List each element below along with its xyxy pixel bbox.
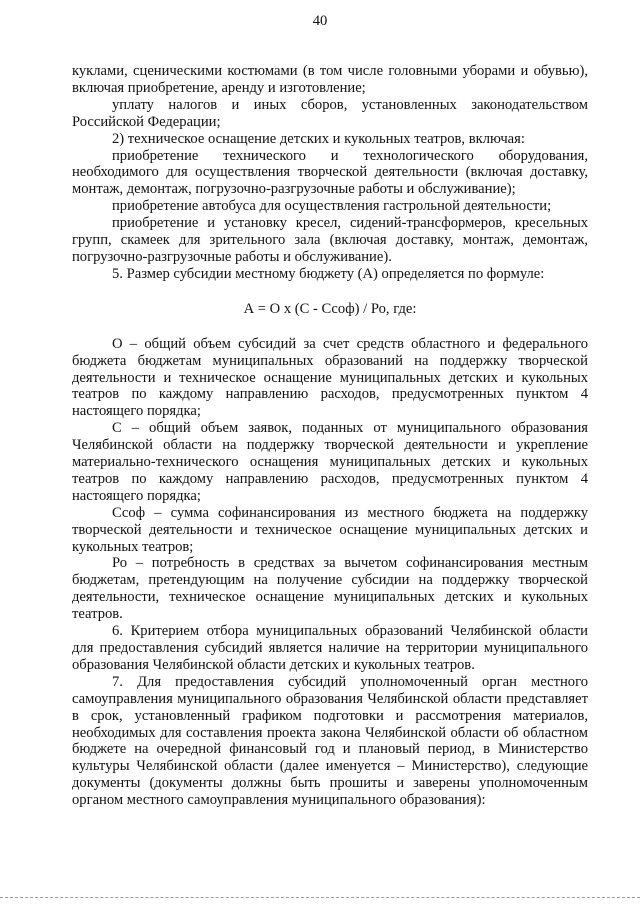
paragraph-selection-criterion: 6. Критерием отбора муниципальных образований Челябинской области для предоставления субсидий является наличие на территории муниципального образования Челябинской области детских и кукольных театров.: [72, 623, 588, 673]
page-number: 40: [312, 13, 328, 29]
paragraph-equipment-purchase: приобретение технического и технологического оборудования, необходимого для осуществления творческой деятельности (включая доставку, монтаж, демонтаж, погрузочно-разгрузочные работы и обслуживание);: [72, 147, 588, 198]
paragraph-continuation-costumes: куклами, сценическими костюмами (в том числе головными уборами и обувью), включая приобретение, аренду и изготовление;: [72, 63, 588, 96]
paragraph-bus-purchase: приобретение автобуса для осуществления гастрольной деятельности;: [112, 198, 552, 215]
paragraph-taxes: уплату налогов и иных сборов, установленных законодательством Российской Федерации;: [72, 96, 588, 130]
paragraph-definition-c: С – общий объем заявок, поданных от муниципального образования Челябинской области на поддержку творческой деятельности и укрепление материально-технического оснащения муниципальных детских и кукольных театров по каждому направлению расходов, предусмотренных пунктом 4 настоящего порядка;: [72, 420, 588, 504]
paragraph-documents-submission: 7. Для предоставления субсидий уполномоченный орган местного самоуправления муниципального образования Челябинской области представляет в срок, установленный графиком подготовки и рассмотрения материалов, необходимых для составления проекта закона Челябинской области об областном бюджете на очередной финансовый год и плановый период, в Министерство культуры Челябинской области (далее именуется – Министерство), следующие документы (документы должны быть прошиты и заверены уполномоченным органом местного самоуправления муниципального образования):: [72, 673, 588, 809]
paragraph-definition-o: О – общий объем субсидий за счет средств областного и федерального бюджета бюджетам муниципальных образований на поддержку творческой деятельности и техническое оснащение муниципальных детских и кукольных театров по каждому направлению расходов, предусмотренных пунктом 4 настоящего порядка;: [72, 335, 588, 420]
document-body: [72, 63, 588, 809]
paragraph-technical-equipment: 2) техническое оснащение детских и кукольных театров, включая:: [112, 130, 525, 147]
paragraph-seating: приобретение и установку кресел, сидений-трансформеров, кресельных групп, скамеек для зрительного зала (включая доставку, монтаж, демонтаж, погрузочно-разгрузочные работы и обслуживание).: [72, 215, 588, 265]
paragraph-definition-ro: Ро – потребность в средствах за вычетом софинансирования местным бюджетам, претендующим на получение субсидии на поддержку творческой деятельности, техническое оснащение муниципальных детских и кукольных театров.: [72, 555, 588, 623]
paragraph-subsidy-size: 5. Размер субсидии местному бюджету (А) определяется по формуле:: [112, 265, 545, 282]
paragraph-definition-ssof: Ссоф – сумма софинансирования из местного бюджета на поддержку творческой деятельности и техническое оснащение муниципальных детских и кукольных театров;: [72, 504, 588, 555]
page-bottom-edge: [0, 897, 640, 898]
subsidy-formula: А = О х (С - Ссоф) / Ро, где:: [243, 300, 417, 317]
